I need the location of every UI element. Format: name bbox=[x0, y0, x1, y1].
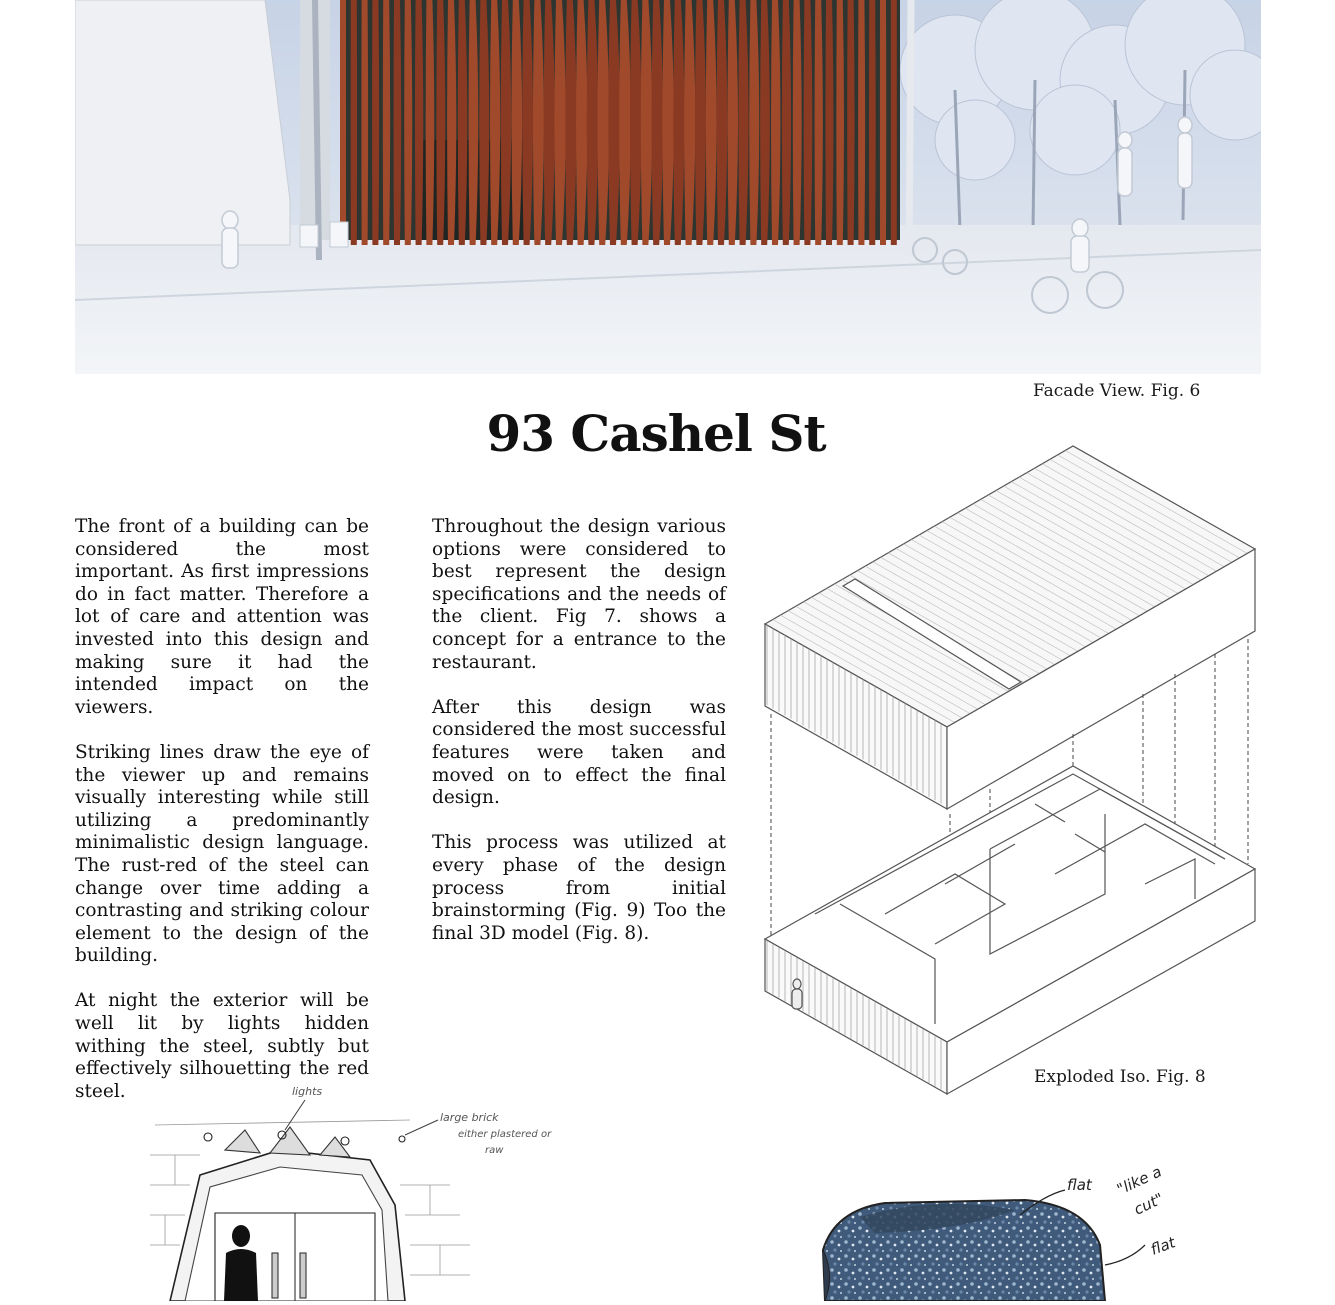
sketch-note-brick-3: raw bbox=[485, 1145, 504, 1156]
facade-caption: Facade View. Fig. 6 bbox=[1033, 381, 1201, 401]
facade-fin bbox=[858, 0, 865, 245]
sketch-note-flat-top: flat bbox=[1067, 1176, 1092, 1194]
paragraph: After this design was considered the most successful features were taken and moved on to effect the final design. bbox=[432, 696, 726, 809]
facade-fin bbox=[749, 0, 759, 245]
facade-fin bbox=[479, 0, 489, 245]
sketch-note-flat-side: flat bbox=[1148, 1233, 1178, 1259]
facade-fin bbox=[458, 0, 468, 245]
facade-fin bbox=[426, 0, 435, 245]
facade-fin bbox=[782, 0, 791, 245]
sketch-note-brick-2: either plastered or bbox=[458, 1129, 552, 1140]
facade-fin bbox=[793, 0, 802, 245]
facade-fin bbox=[447, 0, 456, 245]
paragraph: Striking lines draw the eye of the viewer up and remains visually interesting while still utilizing a predominantly minimalistic design language. The rust-red of the steel can change over time adding a contrasting and striking colour element to the design of the building. bbox=[75, 741, 369, 967]
facade-fin bbox=[372, 0, 379, 245]
paragraph: At night the exterior will be well lit by lights hidden withing the steel, subtly but effectively silhouetting the red steel. bbox=[75, 990, 369, 1102]
facade-fin bbox=[436, 0, 445, 245]
sketch-note-lights: lights bbox=[292, 1085, 323, 1098]
facade-fin bbox=[383, 0, 390, 245]
brainstorm-stone-sketch bbox=[815, 1155, 1195, 1301]
facade-fin bbox=[490, 0, 500, 245]
facade-fin bbox=[394, 0, 402, 245]
sketch-note-like-a-cut: "like a bbox=[1114, 1162, 1165, 1199]
facade-fin bbox=[847, 0, 854, 245]
facade-fin bbox=[825, 0, 833, 245]
page-title: 93 Cashel St bbox=[486, 404, 826, 463]
facade-fin bbox=[760, 0, 770, 245]
entrance-concept-sketch bbox=[130, 1075, 580, 1301]
paragraph: Throughout the design various options were considered to best represent the design specifications and the needs of the client. Fig 7. shows a concept for a entrance to the restaurant. bbox=[432, 516, 726, 673]
facade-fin bbox=[891, 0, 897, 245]
facade-fin bbox=[804, 0, 813, 245]
facade-fin bbox=[836, 0, 844, 245]
text-column-right bbox=[432, 516, 726, 968]
facade-fin bbox=[351, 0, 357, 245]
exploded-iso-drawing bbox=[755, 444, 1260, 1099]
facade-fin bbox=[361, 0, 368, 245]
facade-fin bbox=[771, 0, 781, 245]
exploded-iso-caption: Exploded Iso. Fig. 8 bbox=[1034, 1067, 1206, 1087]
facade-fin bbox=[469, 0, 479, 245]
facade-fin bbox=[738, 0, 748, 245]
facade-fin bbox=[815, 0, 823, 245]
facade-render-image bbox=[75, 0, 1261, 374]
facade-fin bbox=[880, 0, 886, 245]
paragraph: The front of a building can be considered the most important. As first impressions do in fact matter. Therefore a lot of care and attention was invested into this design and making sure it had the intended impact on the viewers. bbox=[75, 516, 369, 718]
sketch-note-like-a-cut-2: cut" bbox=[1131, 1189, 1167, 1219]
paragraph: This process was utilized at every phase of the design process from initial brainstorming (Fig. 9) Too the final 3D model (Fig. 8). bbox=[432, 832, 726, 944]
facade-fin bbox=[415, 0, 423, 245]
text-column-left bbox=[75, 516, 369, 1126]
facade-fin bbox=[340, 0, 346, 245]
facade-fin bbox=[404, 0, 412, 245]
sketch-note-brick: large brick bbox=[440, 1111, 499, 1124]
facade-fin bbox=[869, 0, 876, 245]
